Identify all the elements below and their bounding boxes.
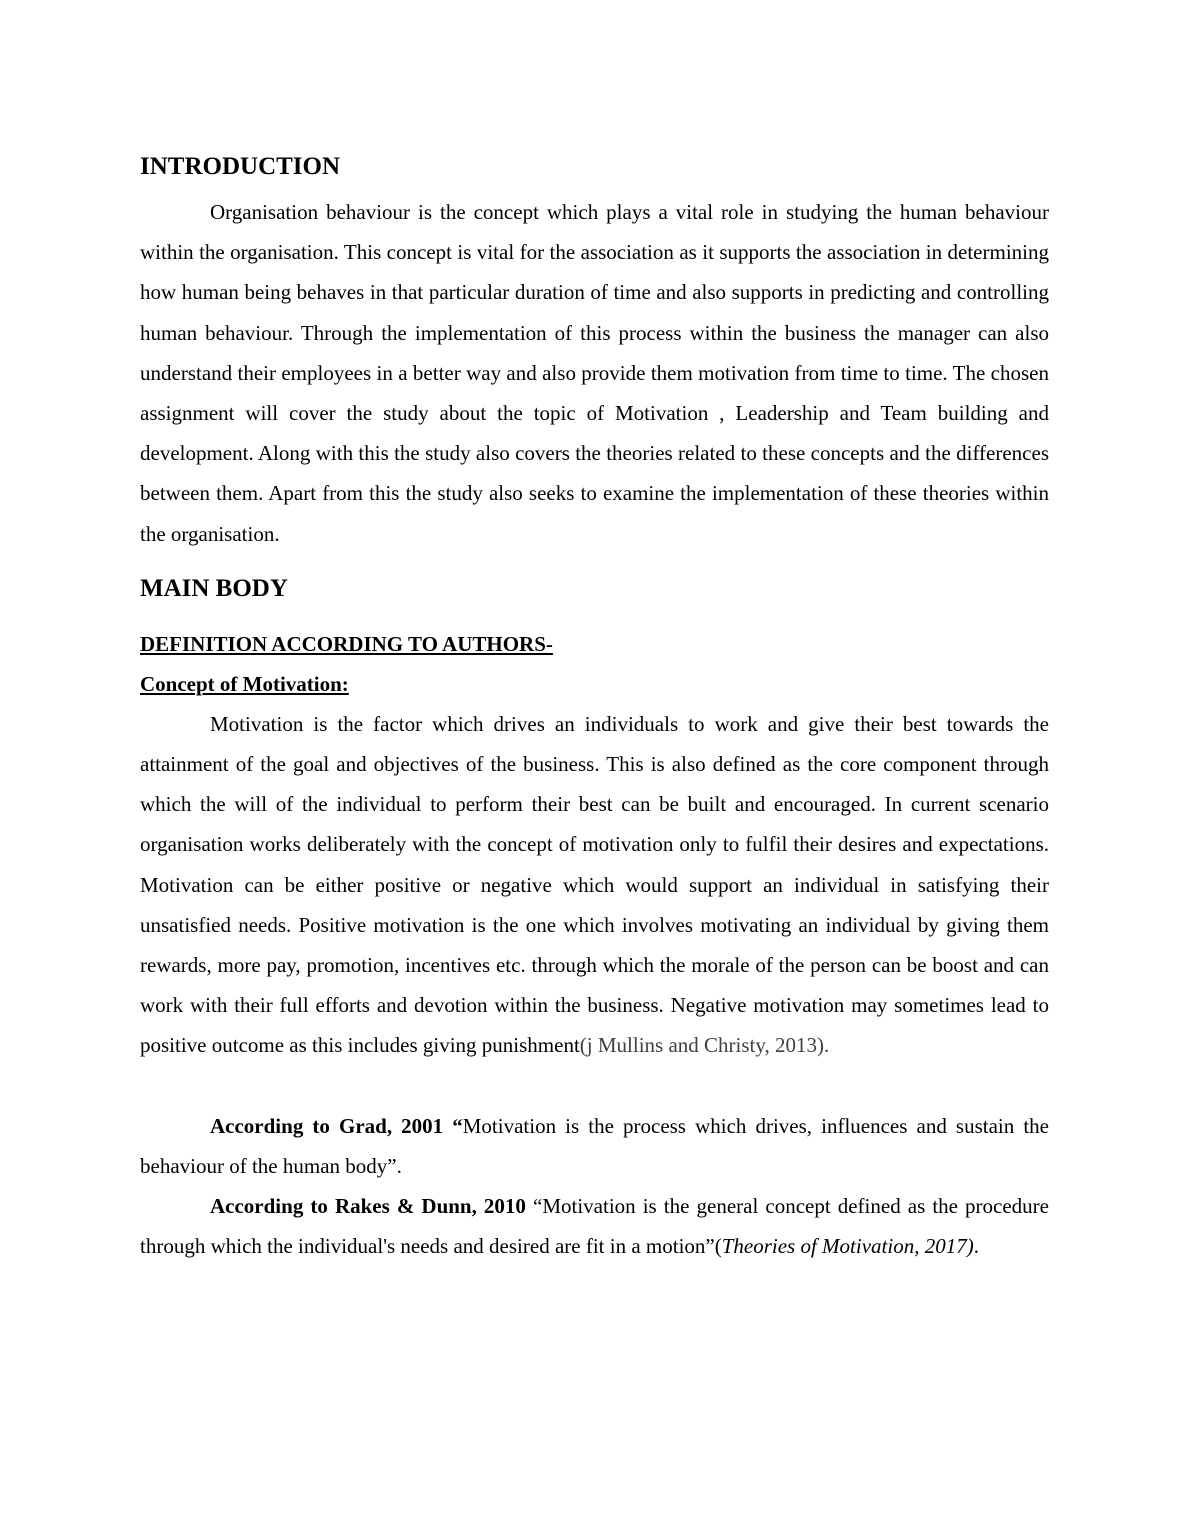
motivation-citation: (j Mullins and Christy, 2013). [579, 1033, 830, 1058]
paragraph-spacer [140, 1066, 1049, 1106]
rakes-dunn-quote-lead: According to Rakes & Dunn, 2010 [210, 1194, 526, 1219]
rakes-dunn-quote [140, 1186, 1049, 1266]
grad-quote [140, 1106, 1049, 1186]
grad-quote-text: Motivation is the process which drives, influences and sustain the behaviour of the human body”. [140, 1113, 1049, 1178]
motivation-paragraph-text: Motivation is the factor which drives an individuals to work and give their best towards the attainment of the goal and objectives of the business. This is also defined as the core component through which the will of the individual to perform their best can be built and encouraged. In current scenario organisation works deliberately with the concept of motivation only to fulfil their desires and expectations. Motivation can be either positive or negative which would support an individual in satisfying their unsatisfied needs. Positive motivation is the one which involves motivating an individual by giving them rewards, more pay, promotion, incentives etc. through which the morale of the person can be boost and can work with their full efforts and devotion within the business. Negative motivation may sometimes lead to positive outcome as this includes giving punishment [140, 711, 1049, 1058]
document-page [140, 150, 1049, 1266]
grad-quote-lead: According to Grad, 2001 “ [210, 1113, 463, 1138]
rakes-dunn-quote-end: . [973, 1234, 979, 1259]
rakes-dunn-quote-text: “Motivation is the general concept defined as the procedure through which the individual's needs and desired are fit in a motion”( [140, 1194, 1049, 1259]
introduction-heading: INTRODUCTION [140, 153, 341, 180]
main-body-heading: MAIN BODY [140, 574, 288, 602]
introduction-paragraph: Organisation behaviour is the concept which plays a vital role in studying the human behaviour within the organisation. This concept is vital for the association as it supports the association in determining how human being behaves in that particular duration of time and also supports in predicting and controlling human behaviour. Through the implementation of this process within the business the manager can also understand their employees in a better way and also provide them motivation from time to time. The chosen assignment will cover the study about the topic of Motivation , Leadership and Team building and development. Along with this the study also covers the theories related to these concepts and the differences between them. Apart from this the study also seeks to examine the implementation of these theories within the organisation. [140, 200, 1049, 546]
definition-subheading: DEFINITION ACCORDING TO AUTHORS- [140, 631, 553, 656]
concept-of-motivation-heading: Concept of Motivation: [140, 671, 349, 696]
rakes-dunn-citation: Theories of Motivation, 2017) [721, 1234, 974, 1259]
motivation-paragraph [140, 704, 1049, 1066]
